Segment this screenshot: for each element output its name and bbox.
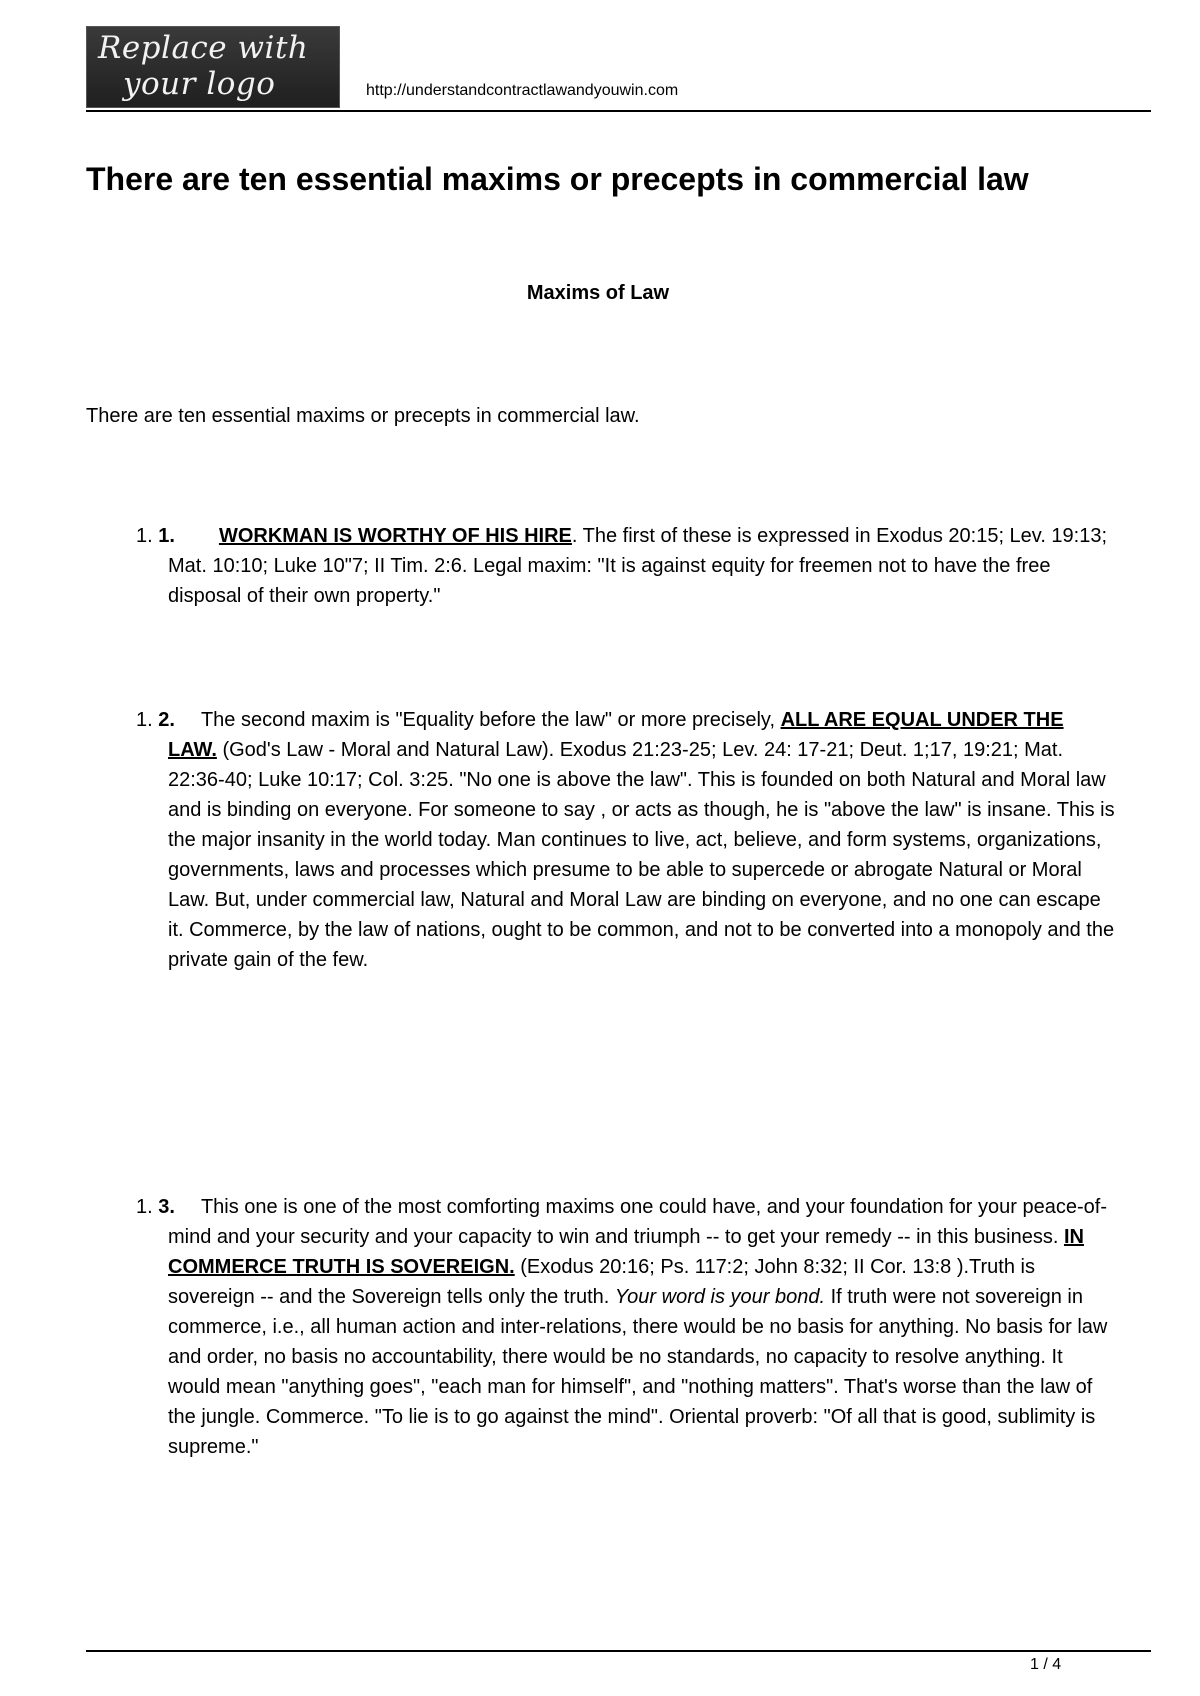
maxim-2-text [136,705,1116,975]
maxim-number: 3. [158,1196,175,1218]
maxim-1-text [136,521,1116,611]
maxim-number: 2. [158,709,175,731]
site-url[interactable]: http://understandcontractlawandyouwin.com [366,82,679,99]
logo-text-line2: your logo [123,66,276,102]
maxim-item-3 [136,1192,1116,1462]
document-title: There are ten essential maxims or precepts in commercial law [86,161,1029,197]
maxim-heading: IN COMMERCE TRUTH IS SOVEREIGN. [168,1226,1084,1278]
footer-divider [86,1650,1151,1652]
list-marker: 1. [136,709,153,731]
document-subtitle: Maxims of Law [526,282,670,304]
maxim-intro: The second maxim is "Equality before the law" or more precisely, [200,709,781,731]
logo-text-line1: Replace with [98,30,309,66]
maxim-body-continued: If truth were not sovereign in commerce, i.e., all human action and inter-relations, there would be no basis for anything. No basis for law and order, no basis no accountability, there would be no standards, no capacity to resolve anything. It would mean "anything goes", "each man for himself", and "nothing matters". That's worse than the law of the jungle. Commerce. "To lie is to go against the mind". Oriental proverb: "Of all that is good, sublimity is supreme." [168,1286,1108,1458]
maxim-item-1 [136,521,1116,611]
intro-paragraph: There are ten essential maxims or precepts in commercial law. [86,405,640,427]
maxim-italic-phrase: Your word is your bond. [614,1286,826,1308]
maxim-intro: This one is one of the most comforting maxims one could have, and your foundation for your peace-of-mind and your security and your capacity to win and triumph -- to get your remedy -- in this business. [168,1196,1107,1248]
maxim-body: (Exodus 20:16; Ps. 117:2; John 8:32; II Cor. 13:8 ).Truth is sovereign -- and the Sovereign tells only the truth. [168,1256,1035,1308]
logo-placeholder [86,26,340,108]
list-marker: 1. [136,1196,153,1218]
maxim-number: 1. [158,525,175,547]
header-divider [86,110,1151,112]
maxim-heading: WORKMAN IS WORTHY OF HIS HIRE [218,525,572,547]
page-number: 1 / 4 [1030,1656,1062,1673]
maxim-body: . The first of these is expressed in Exodus 20:15; Lev. 19:13; Mat. 10:10; Luke 10"7; II Tim. 2:6. Legal maxim: "It is against equity for freemen not to have the free disposal of their own property." [168,525,1108,607]
maxim-body: (God's Law - Moral and Natural Law). Exodus 21:23-25; Lev. 24: 17-21; Deut. 1;17, 19:21; Mat. 22:36-40; Luke 10:17; Col. 3:25. "No one is above the law". This is founded on both Natural and Moral law and is binding on everyone. For someone to say , or acts as though, he is "above the law" is insane. This is the major insanity in the world today. Man continues to live, act, believe, and form systems, organizations, governments, laws and processes which presume to be able to supercede or abrogate Natural or Moral Law. But, under commercial law, Natural and Moral Law are binding on everyone, and no one can escape it. Commerce, by the law of nations, ought to be common, and not to be converted into a monopoly and the private gain of the few. [168,739,1115,971]
maxim-heading: ALL ARE EQUAL UNDER THE LAW. [168,709,1064,761]
list-marker: 1. [136,525,153,547]
page-header [86,26,1151,112]
maxim-item-2 [136,705,1116,975]
maxim-3-text [136,1192,1116,1462]
